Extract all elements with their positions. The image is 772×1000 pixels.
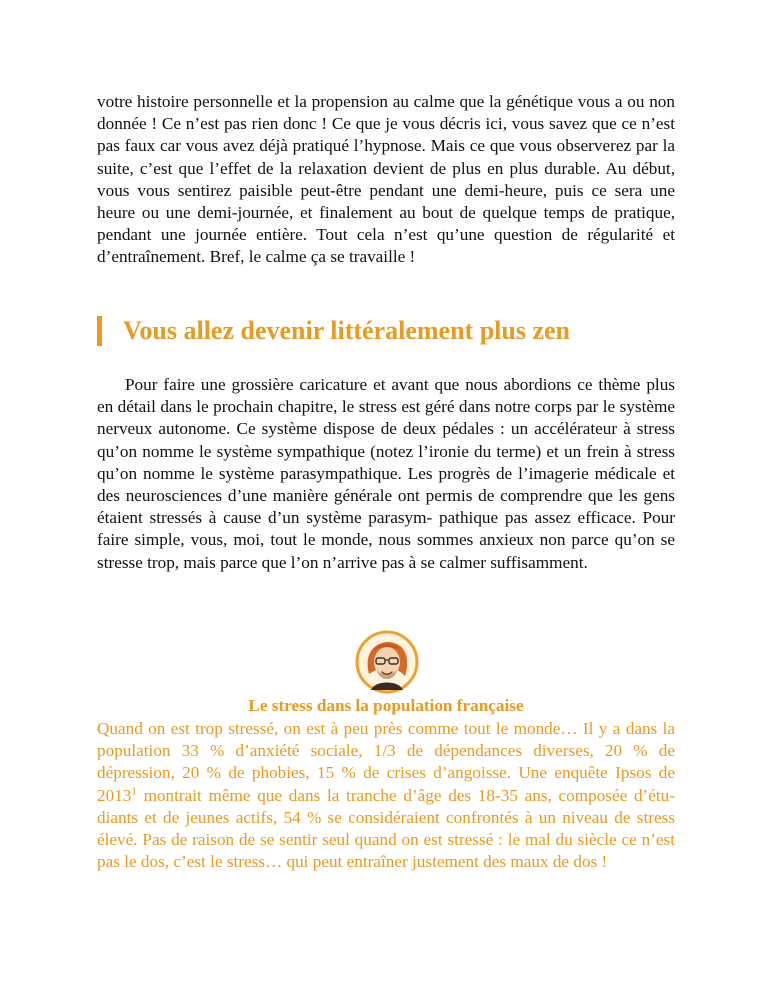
- section-heading: [97, 314, 697, 348]
- box-text-before-note: Quand on est trop stressé, on est à peu près comme tout le monde… Il y a dans la population 33 % d’anxiété sociale, 1/3 de dépendances diverses, 20 % de dépression, 20 % de phobies, 15 % de crises d’angoisse. Une enquête Ipsos de 2013: [97, 719, 675, 805]
- footnote-mark[interactable]: 1: [131, 784, 137, 797]
- heading-accent-bar: [97, 316, 102, 346]
- box-text-after-note: montrait même que dans la tranche d’âge des 18-35 ans, composée d’étu- diants et de jeunes actifs, 54 % se considéraient confrontés à un niveau de stress élevé. Pas de raison de se sentir seul quand on est stressé : le mal du siècle ce n’est pas le dos, c’est le stress… qui peut entraîner justement des maux de dos !: [97, 785, 675, 872]
- box-title: Le stress dans la population française: [248, 696, 524, 715]
- box-text: [97, 718, 675, 873]
- body-paragraph-1: votre histoire personnelle et la propension au calme que la génétique vous a ou non donnée ! Ce n’est pas rien donc ! Ce que je vous décris ici, vous savez que ce n’est pas faux car vous avez déjà pratiqué l’hypnose. Mais ce que vous observerez par la suite, c’est que l’effet de la relaxation devient de plus en plus durable. Au début, vous vous sentirez paisible peut-être pendant une demi-heure, puis ce sera une heure ou une demi-journée, et finalement au bout de quelque temps de pratique, pendant une journée entière. Tout cela n’est qu’une question de régularité et d’entraînement. Bref, le calme ça se travaille !: [97, 92, 675, 267]
- body-paragraph-2: Pour faire une grossière caricature et avant que nous abordions ce thème plus en détail dans le prochain chapitre, le stress est géré dans notre corps par le système nerveux autonome. Ce système dispose de deux pédales : un accélérateur à stress qu’on nomme le système sympathique (notez l’ironie du terme) et un frein à stress qu’on nomme le système parasympathique. Les progrès de l’imagerie médicale et des neurosciences d’une manière générale ont permis de comprendre que les gens étaient stressés à cause d’un système parasym- pathique pas assez efficace. Pour faire simple, vous, moi, tout le monde, nous sommes anxieux non parce qu’on se stresse trop, mais parce que l’on n’arrive pas à se calmer suffisamment.: [97, 375, 675, 572]
- section-heading-text: Vous allez devenir littéralement plus zen: [123, 316, 571, 345]
- author-portrait-icon: [355, 630, 419, 694]
